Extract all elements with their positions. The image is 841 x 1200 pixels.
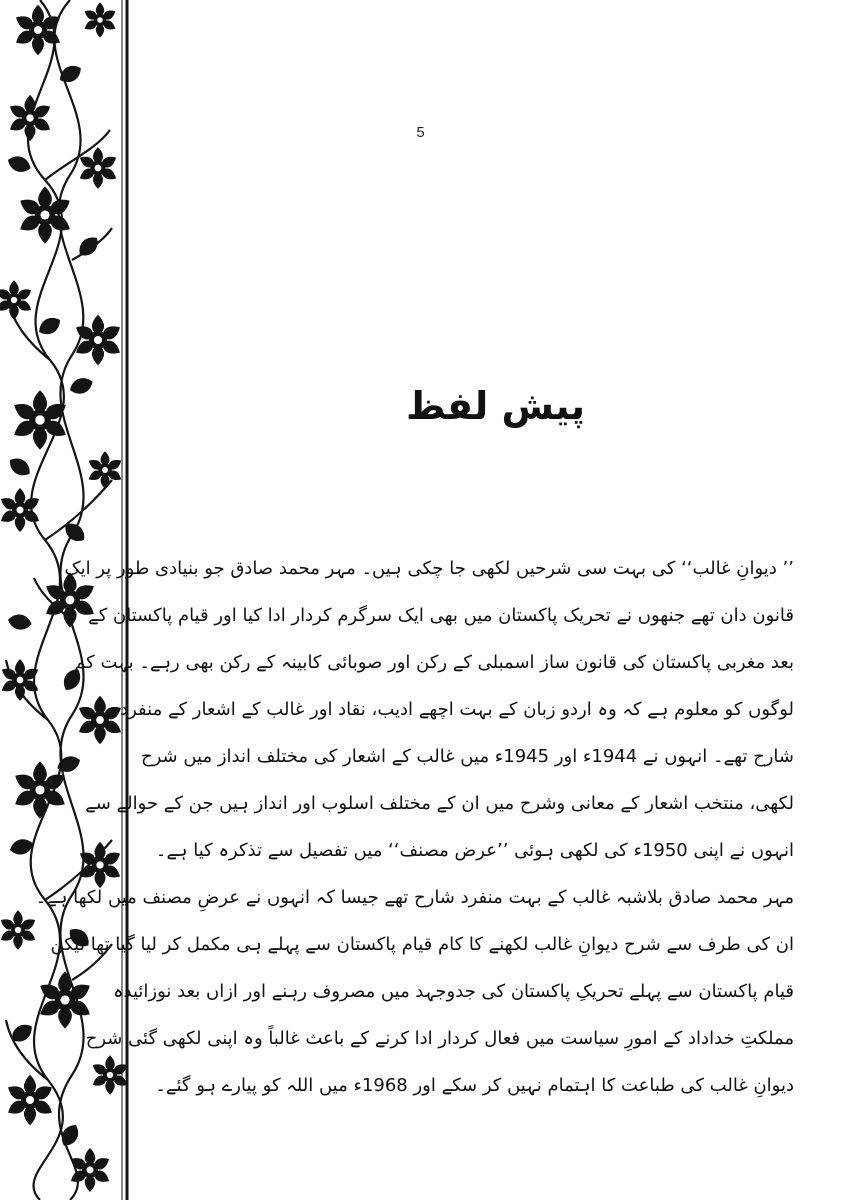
text-line: انہوں نے اپنی 1950ء کی لکھی ہوئی ’’عرض مصنف‘‘ میں تفصیل سے تذکرہ کیا ہے۔ bbox=[155, 840, 794, 861]
preface-paragraph bbox=[35, 545, 794, 1109]
page-number: 5 bbox=[416, 124, 425, 141]
text-line: لوگوں کو معلوم ہے کہ وہ اردو زبان کے بہت اچھے ادیب، نقاد اور غالب کے اشعار کے منفرد bbox=[120, 699, 794, 720]
text-line: مملکتِ خداداد کے امورِ سیاست میں فعال کردار ادا کرنے کے باعث غالباً وہ اپنی لکھی گئی شرح bbox=[85, 1028, 794, 1049]
page-title: پیش لفظ bbox=[405, 384, 586, 428]
text-line: لکھی، منتخب اشعار کے معانی وشرح میں ان کے مختلف اسلوب اور انداز ہیں جن کے حوالے سے bbox=[85, 793, 794, 814]
text-line: شارح تھے۔ انہوں نے 1944ء اور 1945ء میں غالب کے اشعار کی مختلف انداز میں شرح bbox=[141, 746, 794, 767]
text-line: قانون دان تھے جنھوں نے تحریک پاکستان میں بھی ایک سرگرم کردار ادا کیا اور قیام پاکستان کے bbox=[88, 605, 794, 626]
text-line: ’’ دیوانِ غالب‘‘ کی بہت سی شرحیں لکھی جا چکی ہیں۔ مہر محمد صادق جو بنیادی طور پر ایک bbox=[64, 558, 794, 579]
text-line: مہر محمد صادق بلاشبہ غالب کے بہت منفرد شارح تھے جیسا کہ انہوں نے عرضِ مصنف میں لکھا ہے۔ bbox=[35, 887, 794, 908]
text-line: قیام پاکستان سے پہلے تحریکِ پاکستان کی جدوجہد میں مصروف رہنے اور ازاں بعد نوزائیدہ bbox=[112, 981, 794, 1002]
text-line: ان کی طرف سے شرح دیوانِ غالب لکھنے کا کام قیام پاکستان سے پہلے ہی مکمل کر لیا گیا تھا لیکن bbox=[50, 934, 794, 955]
text-line: بعد مغربی پاکستان کی قانون ساز اسمبلی کے رکن اور صوبائی کابینہ کے رکن بھی رہے۔ بہت کم bbox=[74, 652, 794, 673]
text-line: دیوانِ غالب کی طباعت کا اہتمام نہیں کر سکے اور 1968ء میں اللہ کو پیارے ہو گئے۔ bbox=[155, 1075, 794, 1096]
